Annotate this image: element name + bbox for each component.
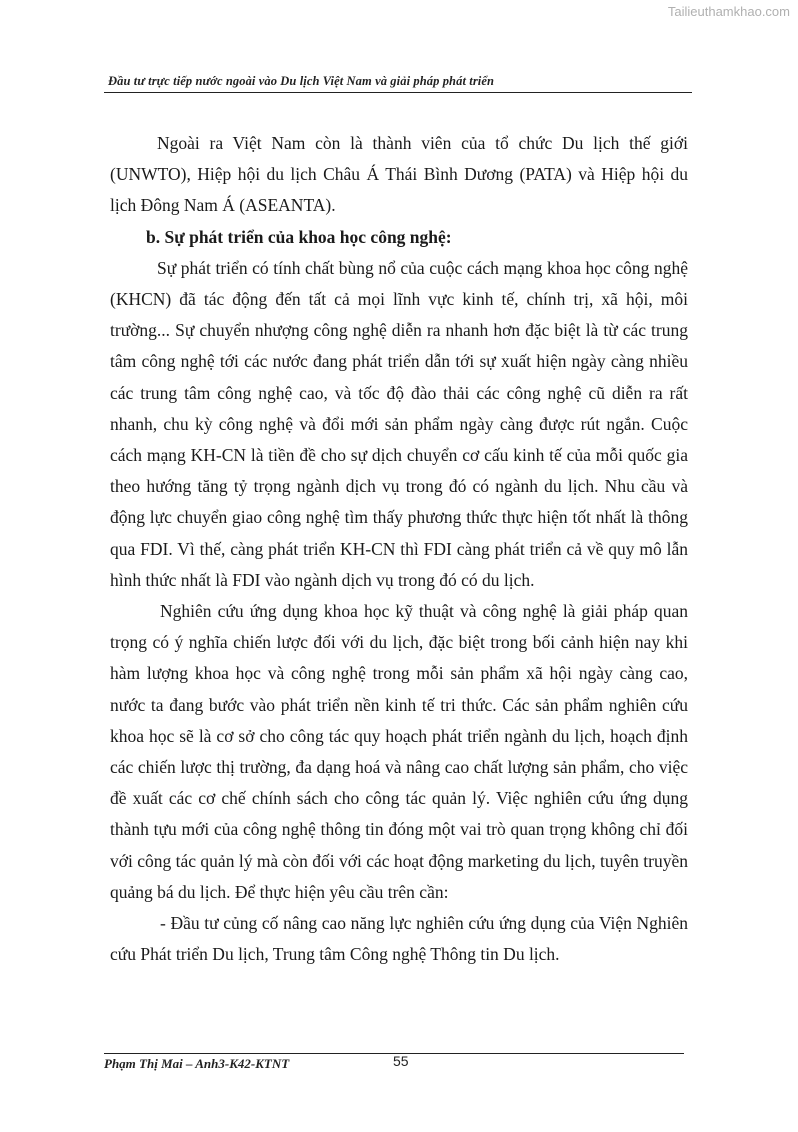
section-heading-b: b. Sự phát triển của khoa học công nghệ: <box>146 226 452 247</box>
footer-author: Phạm Thị Mai – Anh3-K42-KTNT <box>104 1056 290 1071</box>
paragraph-investment-bullet: - Đầu tư củng cố nâng cao năng lực nghiên cứu ứng dụng của Viện Nghiên cứu Phát triển Du lịch, Trung tâm Công nghệ Thông tin Du lịch. <box>110 913 688 965</box>
running-header-title: Đầu tư trực tiếp nước ngoài vào Du lịch Việt Nam và giải pháp phát triển <box>108 74 495 88</box>
document-body <box>110 128 688 970</box>
paragraph-research-application: Nghiên cứu ứng dụng khoa học kỹ thuật và công nghệ là giải pháp quan trọng có ý nghĩa chiến lược đối với du lịch, đặc biệt trong bối cảnh hiện nay khi hàm lượng khoa học và công nghệ trong mỗi sản phẩm xã hội ngày càng cao, nước ta đang bước vào phát triển nền kinh tế tri thức. Các sản phẩm nghiên cứu khoa học sẽ là cơ sở cho công tác quy hoạch phát triển ngành du lịch, hoạch định các chiến lược thị trường, đa dạng hoá và nâng cao chất lượng sản phẩm, cho việc đề xuất các cơ chế chính sách cho công tác quản lý. Việc nghiên cứu ứng dụng thành tựu mới của công nghệ thông tin đóng một vai trò quan trọng không chỉ đối với công tác quản lý mà còn đối với các hoạt động marketing du lịch, tuyên truyền quảng bá du lịch. Để thực hiện yêu cầu trên cần: <box>110 601 688 902</box>
header-divider <box>104 92 692 93</box>
watermark-text: Tailieuthamkhao.com <box>667 4 790 19</box>
paragraph-membership: Ngoài ra Việt Nam còn là thành viên của tổ chức Du lịch thế giới (UNWTO), Hiệp hội du lịch Châu Á Thái Bình Dương (PATA) và Hiệp hội du lịch Đông Nam Á (ASEANTA). <box>110 133 688 216</box>
page-number: 55 <box>393 1053 409 1069</box>
paragraph-science-technology: Sự phát triển có tính chất bùng nổ của cuộc cách mạng khoa học công nghệ (KHCN) đã tác động đến tất cả mọi lĩnh vực kinh tế, chính trị, xã hội, môi trường... Sự chuyển nhượng công nghệ diễn ra nhanh hơn đặc biệt là từ các trung tâm công nghệ tới các nước đang phát triển dẫn tới sự xuất hiện ngày càng nhiều các trung tâm công nghệ cao, và tốc độ đào thải các công nghệ cũ diễn ra rất nhanh, chu kỳ công nghệ và đổi mới sản phẩm ngày càng được rút ngắn. Cuộc cách mạng KH-CN là tiền đề cho sự dịch chuyển cơ cấu kinh tế của mỗi quốc gia theo hướng tăng tỷ trọng ngành dịch vụ trong đó có ngành du lịch. Nhu cầu và động lực chuyển giao công nghệ tìm thấy phương thức thực hiện tốt nhất là thông qua FDI. Vì thế, càng phát triển KH-CN thì FDI càng phát triển cả về quy mô lẫn hình thức nhất là FDI vào ngành dịch vụ trong đó có du lịch. <box>110 257 688 590</box>
